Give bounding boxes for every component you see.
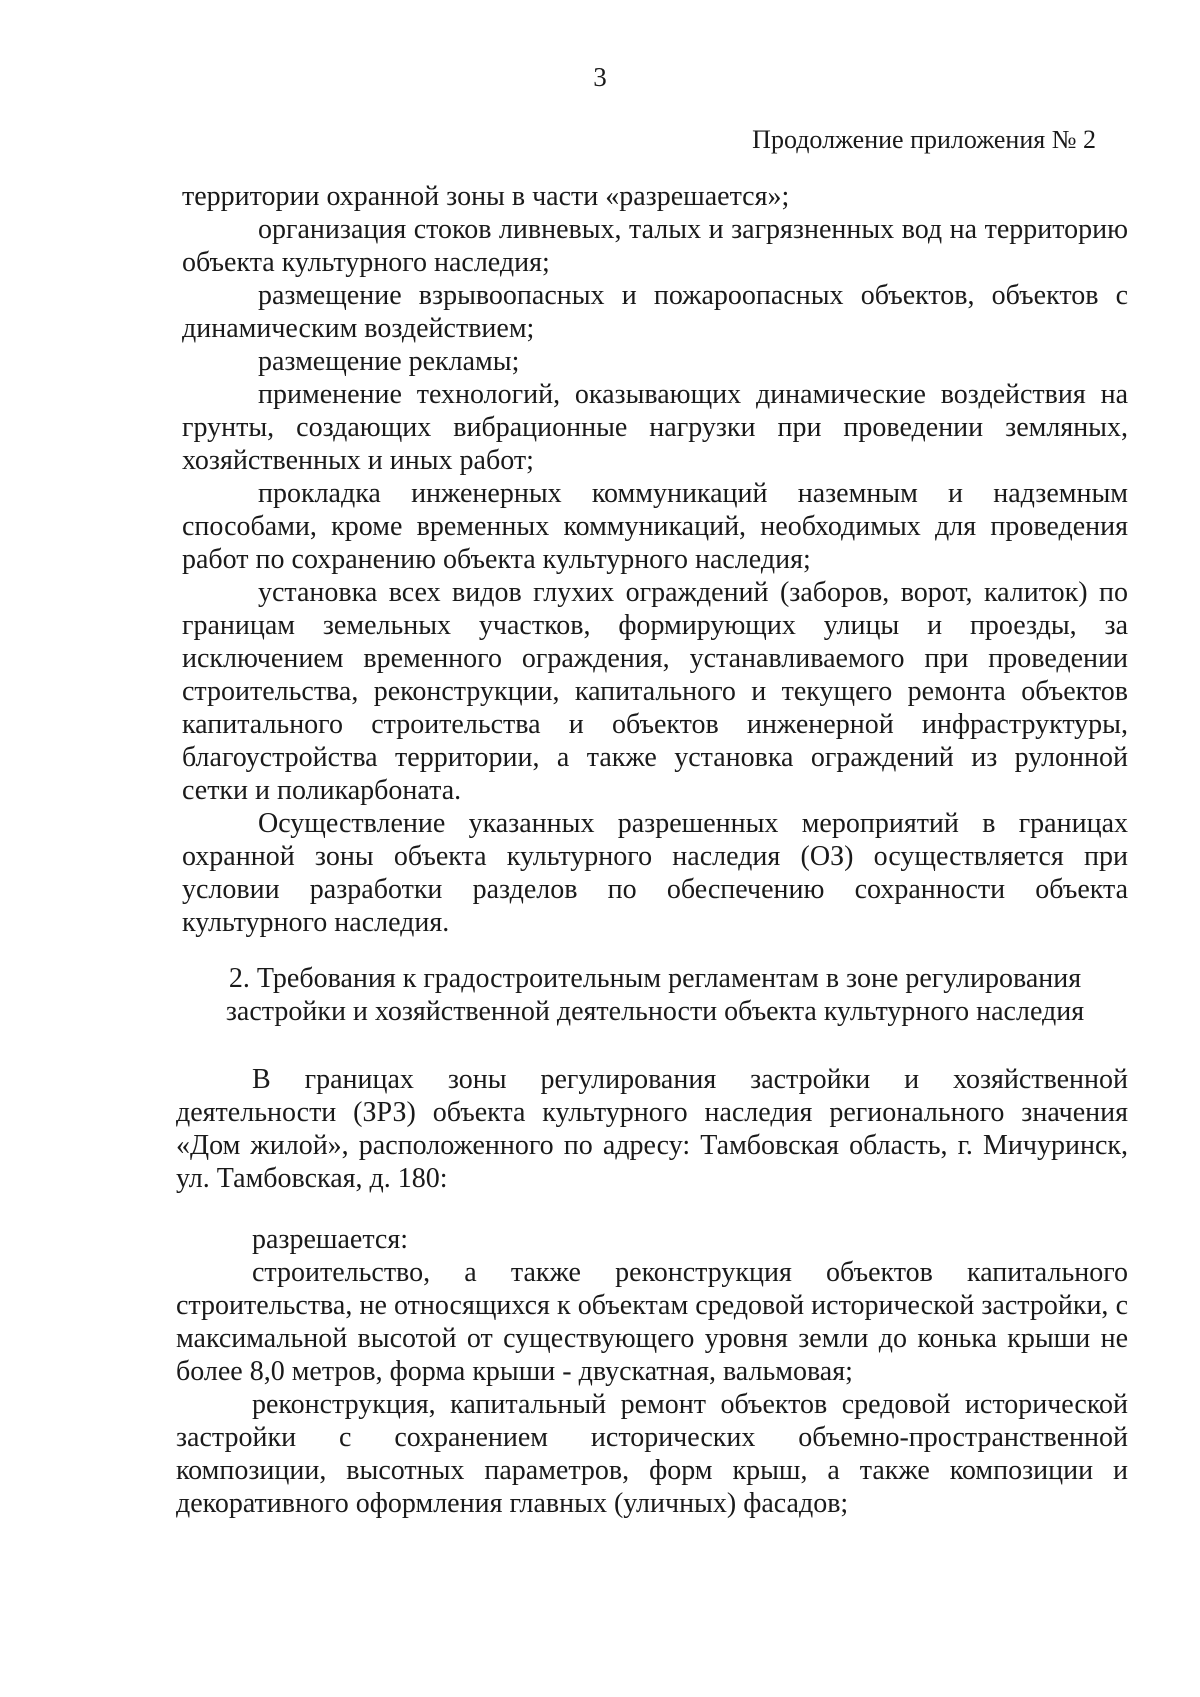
list-item: реконструкция, капитальный ремонт объектов средовой исторической застройки с сохранением исторических объемно-пространственной композиции, высотных параметров, форм крыш, а также композиции и декоративного оформления главных (уличных) фасадов; (176, 1389, 1128, 1519)
paragraph: В границах зоны регулирования застройки и хозяйственной деятельности (ЗРЗ) объекта культурного наследия регионального значения «Дом жилой», расположенного по адресу: Тамбовская область, г. Мичуринск, ул. Тамбовская, д. 180: (176, 1064, 1128, 1194)
paragraph: размещение рекламы; (258, 346, 520, 377)
paragraph: размещение взрывоопасных и пожароопасных объектов, объектов с динамическим воздействием; (182, 280, 1128, 344)
paragraph: установка всех видов глухих ограждений (заборов, ворот, калиток) по границам земельных участков, формирующих улицы и проезды, за исключением временного ограждения, устанавливаемого при проведении строительства, реконструкции, капитального и текущего ремонта объектов капитального строительства и объектов инженерной инфраструктуры, благоустройства территории, а также установка ограждений из рулонной сетки и поликарбоната. (182, 577, 1128, 806)
paragraph: применение технологий, оказывающих динамические воздействия на грунты, создающих вибрационные нагрузки при проведении земляных, хозяйственных и иных работ; (182, 379, 1128, 476)
list-item: строительство, а также реконструкция объектов капитального строительства, не относящихся к объектам средовой исторической застройки, с максимальной высотой от существующего уровня земли до конька крыши не более 8,0 метров, форма крыши - двускатная, вальмовая; (176, 1257, 1128, 1387)
section-heading-line: 2. Требования к градостроительным регламентам в зоне регулирования (228, 963, 1082, 994)
section-heading-line: застройки и хозяйственной деятельности объекта культурного наследия (225, 996, 1085, 1027)
paragraph: Осуществление указанных разрешенных мероприятий в границах охранной зоны объекта культурного наследия (ОЗ) осуществляется при условии разработки разделов по обеспечению сохранности объекта культурного наследия. (182, 808, 1128, 938)
permitted-heading: разрешается: (252, 1224, 408, 1255)
zone-intro (176, 1063, 1128, 1195)
page-number: 3 (593, 62, 607, 92)
section-heading (182, 962, 1128, 1028)
paragraph: прокладка инженерных коммуникаций наземным и надземным способами, кроме временных коммуникаций, необходимых для проведения работ по сохранению объекта культурного наследия; (182, 478, 1128, 575)
paragraph: территории охранной зоны в части «разрешается»; (182, 181, 790, 212)
paragraph: организация стоков ливневых, талых и загрязненных вод на территорию объекта культурного наследия; (182, 214, 1128, 278)
permitted-list (176, 1223, 1128, 1520)
appendix-continuation-note: Продолжение приложения № 2 (752, 125, 1096, 154)
restrictions-text (182, 180, 1128, 939)
